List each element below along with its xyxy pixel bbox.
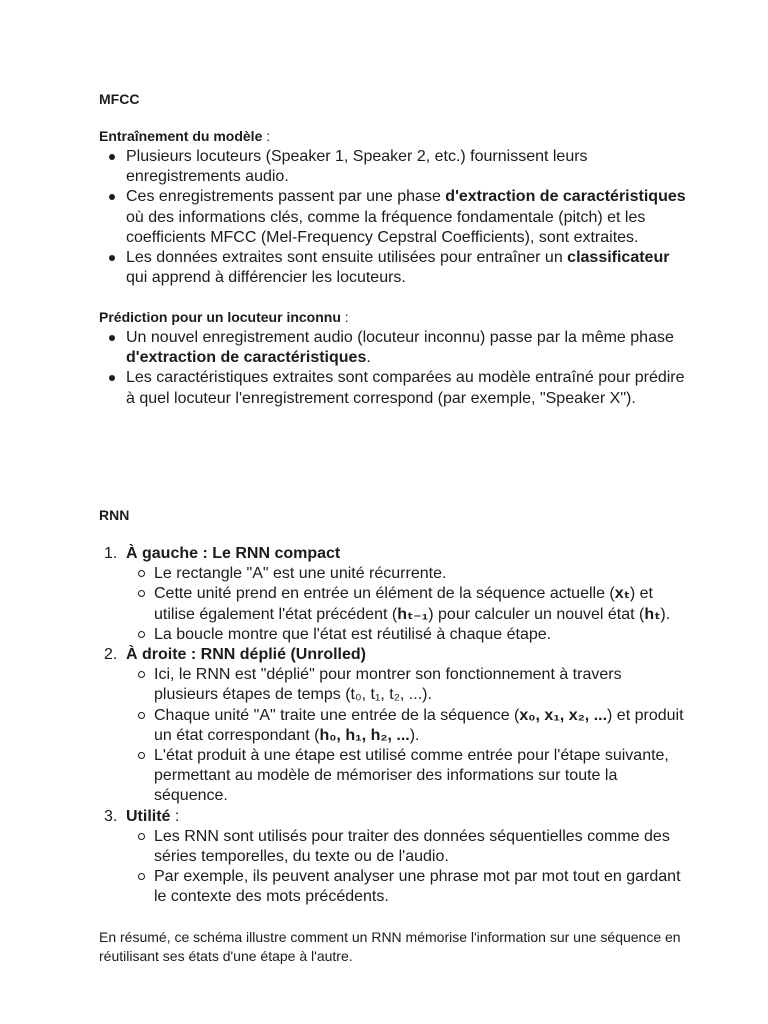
training-heading-suffix: : [262,128,271,144]
list-item [126,368,686,408]
training-item-3-text-b: qui apprend à différencier les locuteurs. [126,269,406,287]
item-text-a: Cette unité prend en entrée un élément de la séquence actuelle ( [154,585,615,603]
rnn-title: RNN [99,507,130,523]
training-item-3-text-a: Les données extraites sont ensuite utilisées pour entraîner un [126,249,568,267]
item-math-ht: hₜ [644,605,661,623]
prediction-list [126,328,686,409]
item-text-g: ). [660,605,671,623]
prediction-item-1-text-b: . [366,349,371,367]
prediction-item-2-text: Les caractéristiques extraites sont comparées au modèle entraîné pour prédire à quel locuteur l'enregistrement correspond (par exemple, "Speaker X"). [126,369,685,407]
item-math-ht-1: hₜ₋₁ [397,605,429,623]
item-text-a: Chaque unité "A" traite une entrée de la séquence ( [154,706,520,724]
list-item [126,248,686,288]
training-item-2-bold: d'extraction de caractéristiques [445,188,686,206]
item-text: L'état produit à une étape est utilisé comme entrée pour l'étape suivante, permettant au modèle de mémoriser des informations sur toute la séquence. [154,747,669,805]
section-heading: À gauche : Le RNN compact [126,545,341,562]
rnn-sections [104,544,686,908]
list-item [154,746,686,807]
prediction-heading-suffix: : [340,309,349,325]
item-math-h-seq: h₀, h₁, h₂, ... [319,726,410,744]
list-item [154,827,686,867]
training-item-1-text: Plusieurs locuteurs (Speaker 1, Speaker 2, etc.) fournissent leurs enregistrements audio. [126,148,588,186]
section-heading-suffix: : [170,807,180,825]
mfcc-title: MFCC [99,91,140,107]
section-heading: À droite : RNN déplié (Unrolled) [126,646,366,664]
training-heading-line [99,127,270,146]
list-item [154,564,686,584]
section-heading: Utilité [126,807,171,825]
section-number: 2. [104,646,118,664]
prediction-heading: Prédiction pour un locuteur inconnu [99,309,341,325]
section-2-items [154,665,686,806]
list-item [154,584,686,624]
item-math-xt: xₜ [614,585,630,603]
item-text: Ici, le RNN est "déplié" pour montrer son fonctionnement à travers plusieurs étapes de temps (t₀, t₁, t₂, ...). [154,666,622,704]
training-item-3-bold: classificateur [567,249,670,267]
list-item [154,867,686,907]
list-item [154,665,686,705]
item-text: Par exemple, ils peuvent analyser une phrase mot par mot tout en gardant le contexte des mots précédents. [154,868,681,906]
rnn-summary: En résumé, ce schéma illustre comment un RNN mémorise l'information sur une séquence en réutilisant ses états d'une étape à l'autre. [99,929,681,964]
training-item-2-text-b: où des informations clés, comme la fréquence fondamentale (pitch) et les coefficients MFCC (Mel-Frequency Cepstral Coefficients), sont extraites. [126,208,646,246]
section-number: 1. [104,545,118,562]
item-text: Le rectangle "A" est une unité récurrente. [154,565,447,583]
section-1-items [154,564,686,645]
list-item [126,187,686,248]
item-text-c: ) et produit un état correspondant ( [154,706,684,744]
item-text-e: ). [409,726,420,744]
item-text-e: ) pour calculer un nouvel état ( [428,605,645,623]
item-text-c: ) et utilise également l'état précédent ( [154,585,653,623]
list-item [126,147,686,187]
training-heading: Entraînement du modèle [99,128,263,144]
rnn-section-2 [104,645,686,807]
prediction-heading-line [99,308,349,327]
list-item [154,706,686,746]
training-item-2-text-a: Ces enregistrements passent par une phase [126,188,446,206]
item-text: Les RNN sont utilisés pour traiter des données séquentielles comme des séries temporelles, du texte ou de l'audio. [154,827,670,866]
section-number: 3. [104,807,118,825]
section-3-items [154,827,686,908]
list-item [154,625,686,645]
prediction-item-1-bold: d'extraction de caractéristiques [126,349,367,367]
training-list [126,147,686,288]
rnn-section-1 [104,544,686,645]
item-text: La boucle montre que l'état est réutilisé à chaque étape. [154,625,552,643]
rnn-section-3 [104,807,686,908]
list-item [126,328,686,368]
item-math-x-seq: x₀, x₁, x₂, ... [519,706,608,724]
prediction-item-1-text-a: Un nouvel enregistrement audio (locuteur inconnu) passe par la même phase [126,329,674,346]
